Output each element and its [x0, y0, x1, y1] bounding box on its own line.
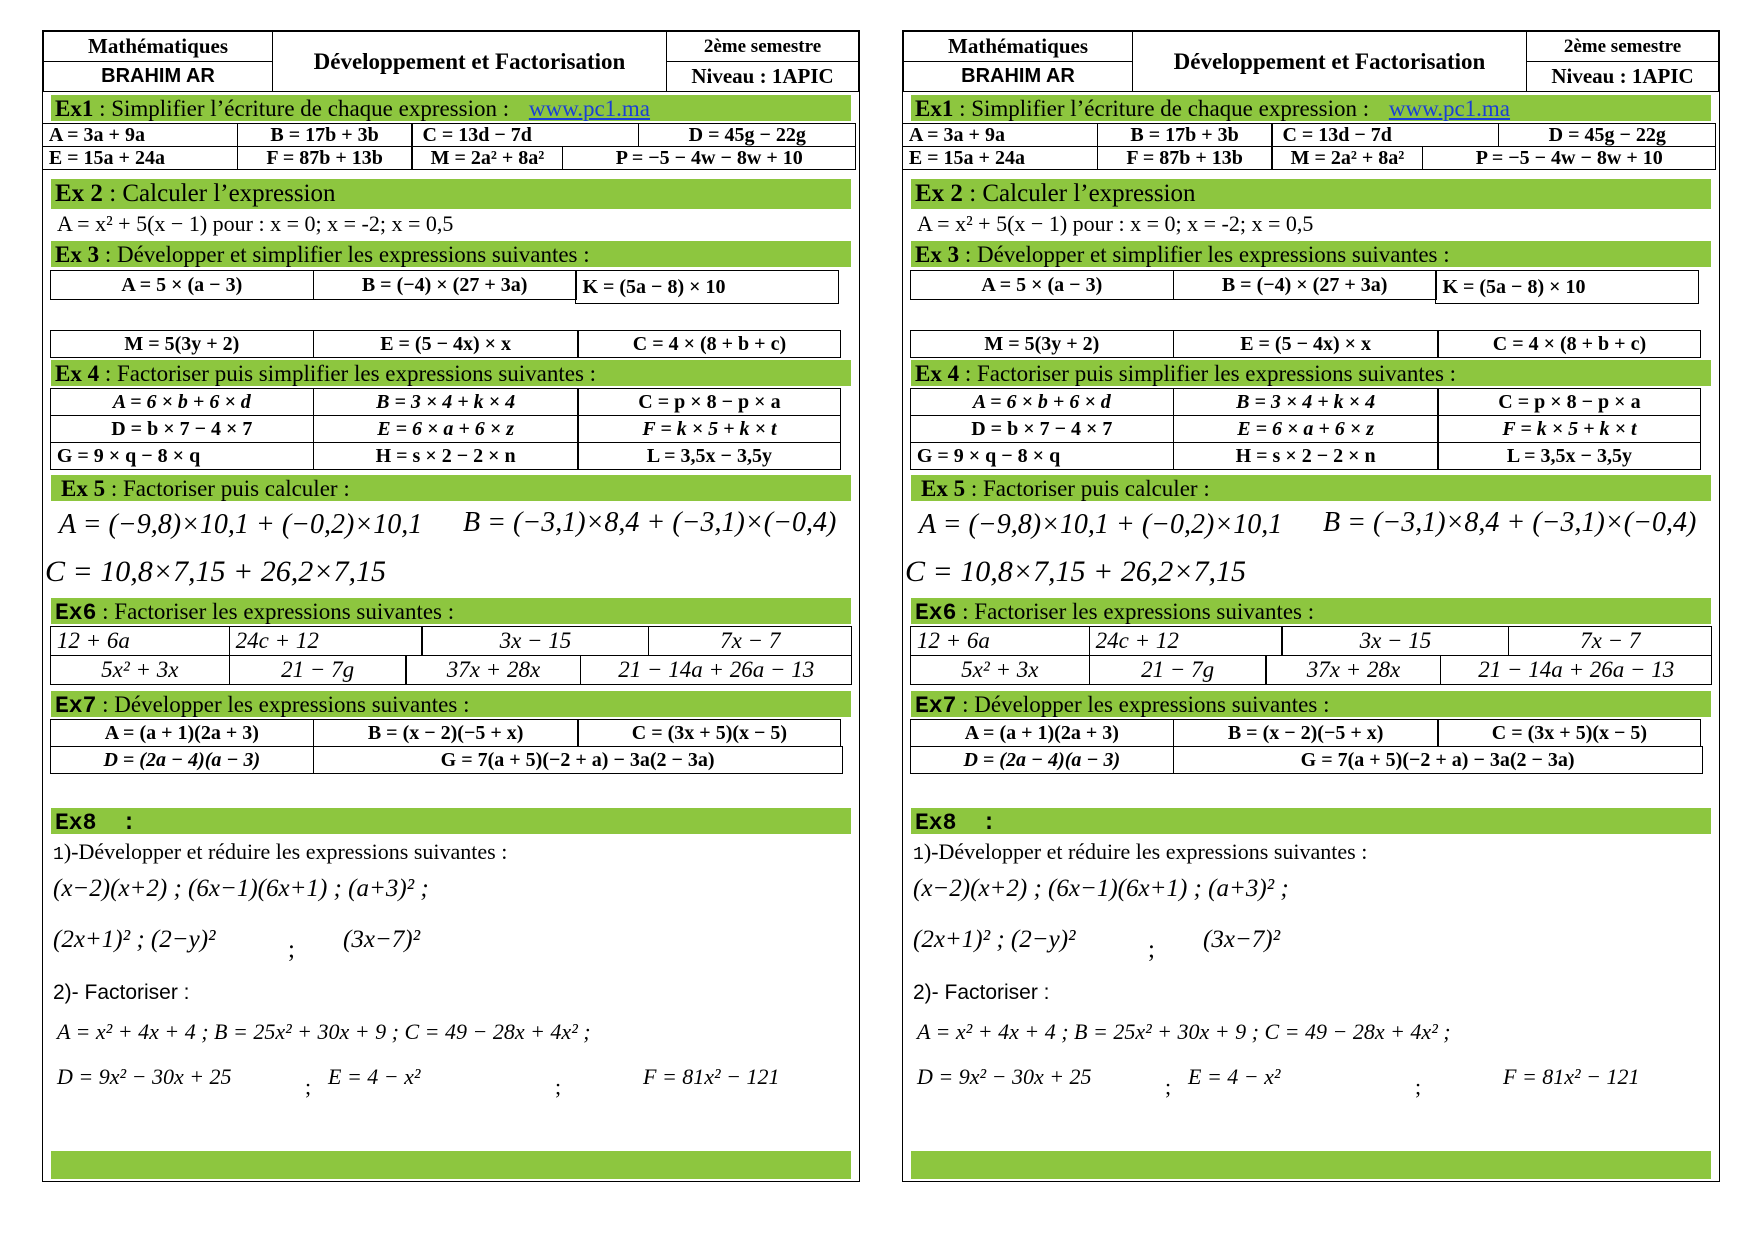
ex5-instruction: : Factoriser puis calculer : — [970, 476, 1210, 501]
ex1-cell: A = 3a + 9a — [902, 123, 1098, 147]
ex8-line4b: ; — [305, 1074, 312, 1099]
ex6-bar — [51, 598, 851, 624]
ex3-row2 — [51, 330, 851, 358]
ex8-line3: A = x² + 4x + 4 ; B = 25x² + 30x + 9 ; C = 49 − 28x + 4x² ; — [57, 1019, 591, 1044]
footer-bar — [51, 1151, 851, 1179]
ex3-label: Ex 3 — [55, 242, 100, 267]
ex3-cell: C = 4 × (8 + b + c) — [1437, 330, 1701, 358]
ex4-row2 — [911, 415, 1711, 443]
ex8-colon: : — [122, 810, 136, 836]
ex3-cell: M = 5(3y + 2) — [50, 330, 314, 358]
ex3-cell: B = (−4) × (27 + 3a) — [313, 270, 577, 300]
ex4-instruction: : Factoriser puis simplifier les expressions suivantes : — [964, 361, 1457, 386]
ex8-line4b: ; — [1165, 1074, 1172, 1099]
subject-cell — [903, 31, 1133, 62]
page-title: Développement et Factorisation — [1173, 48, 1486, 74]
ex6-label: Ex6 — [915, 600, 957, 626]
title-cell — [272, 31, 667, 92]
ex6-row2 — [911, 655, 1717, 685]
ex1-row2 — [43, 146, 859, 170]
ex8-line2a: (2x+1)² ; (2−y)² — [913, 926, 1076, 953]
ex8-part1-text: )-Développer et réduire les expressions suivantes : — [63, 839, 508, 864]
ex8-label: Ex8 — [55, 810, 97, 836]
ex7-bar — [911, 691, 1711, 717]
ex2-bar — [911, 179, 1711, 209]
ex7-cell: B = (x − 2)(−5 + x) — [1173, 719, 1439, 747]
ex1-row2 — [903, 146, 1719, 170]
ex1-instruction: : Simplifier l’écriture de chaque expression : — [99, 96, 510, 121]
ex4-cell: H = s × 2 − 2 × n — [313, 442, 579, 470]
ex1-label: Ex1 — [915, 96, 954, 121]
ex8-part2-text: 2)- Factoriser : — [913, 981, 1050, 1004]
ex7-cell: C = (3x + 5)(x − 5) — [577, 719, 841, 747]
ex4-row2 — [51, 415, 851, 443]
ex3-instruction: : Développer et simplifier les expressions suivantes : — [104, 242, 590, 267]
ex1-cell: D = 45g − 22g — [1498, 123, 1716, 147]
ex8-line2c: (3x−7)² — [343, 926, 421, 953]
ex1-cell: C = 13d − 7d — [411, 123, 639, 147]
ex4-cell: A = 6 × b + 6 × d — [50, 388, 314, 416]
author-text: BRAHIM AR — [961, 65, 1075, 87]
ex8-line2a: (2x+1)² ; (2−y)² — [53, 926, 216, 953]
author-text: BRAHIM AR — [101, 65, 215, 87]
level-cell — [666, 61, 859, 92]
ex5-label: Ex 5 — [921, 476, 966, 501]
semester-cell — [666, 31, 859, 62]
ex2-instruction: : Calculer l’expression — [969, 180, 1196, 207]
pc1-link[interactable]: www.pc1.ma — [1388, 96, 1511, 121]
ex3-cell: E = (5 − 4x) × x — [1173, 330, 1439, 358]
ex3-cell: K = (5a − 8) × 10 — [575, 270, 839, 304]
ex4-cell: E = 6 × a + 6 × z — [313, 415, 579, 443]
ex3-label: Ex 3 — [915, 242, 960, 267]
ex6-cell: 3x − 15 — [421, 626, 649, 656]
ex8-line4d: ; — [1415, 1074, 1422, 1099]
ex4-cell: L = 3,5x − 3,5y — [577, 442, 841, 470]
ex6-row1 — [51, 626, 857, 656]
ex4-bar — [51, 360, 851, 386]
author-cell — [43, 61, 273, 92]
ex5-label: Ex 5 — [61, 476, 106, 501]
ex7-cell: G = 7(a + 5)(−2 + a) − 3a(2 − 3a) — [1173, 746, 1703, 774]
worksheet-right — [902, 30, 1720, 1182]
pc1-link[interactable]: www.pc1.ma — [528, 96, 651, 121]
ex8-line4c: E = 4 − x² — [328, 1064, 421, 1089]
ex6-row2 — [51, 655, 857, 685]
ex7-row2 — [911, 746, 1711, 774]
ex4-cell: L = 3,5x − 3,5y — [1437, 442, 1701, 470]
ex7-label: Ex7 — [55, 693, 97, 719]
ex1-cell: B = 17b + 3b — [1097, 123, 1273, 147]
title-cell — [1132, 31, 1527, 92]
level-cell — [1526, 61, 1719, 92]
ex3-row2 — [911, 330, 1711, 358]
ex3-cell: E = (5 − 4x) × x — [313, 330, 579, 358]
ex6-instruction: : Factoriser les expressions suivantes : — [102, 599, 455, 624]
ex7-label: Ex7 — [915, 693, 957, 719]
ex4-cell: H = s × 2 − 2 × n — [1173, 442, 1439, 470]
level-text: Niveau : 1APIC — [691, 64, 834, 88]
ex8-part1-number: 1 — [53, 845, 64, 865]
ex3-cell: A = 5 × (a − 3) — [910, 270, 1174, 300]
ex2-label: Ex 2 — [55, 180, 103, 207]
ex8-bar — [51, 808, 851, 834]
ex4-cell: G = 9 × q − 8 × q — [50, 442, 314, 470]
ex6-cell: 12 + 6a — [910, 626, 1090, 656]
ex8-line4d: ; — [555, 1074, 562, 1099]
ex4-cell: D = b × 7 − 4 × 7 — [50, 415, 314, 443]
semester-text: 2ème semestre — [703, 35, 822, 57]
ex8-line4e: F = 81x² − 121 — [643, 1064, 780, 1089]
ex1-row1 — [903, 123, 1719, 147]
ex4-cell: C = p × 8 − p × a — [577, 388, 841, 416]
ex4-cell: A = 6 × b + 6 × d — [910, 388, 1174, 416]
ex7-bar — [51, 691, 851, 717]
ex6-cell: 7x − 7 — [648, 626, 852, 656]
ex6-cell: 24c + 12 — [1089, 626, 1283, 656]
ex4-row1 — [911, 388, 1711, 416]
ex6-bar — [911, 598, 1711, 624]
ex1-cell: C = 13d − 7d — [1271, 123, 1499, 147]
ex7-row2 — [51, 746, 851, 774]
ex8-line2b: ; — [288, 936, 295, 963]
ex6-cell: 21 − 7g — [1089, 655, 1267, 685]
page-title: Développement et Factorisation — [313, 48, 626, 74]
ex1-cell: M = 2a² + 8a² — [411, 146, 563, 170]
ex5-expression-b: B = (−3,1)×8,4 + (−3,1)×(−0,4) — [463, 507, 837, 538]
level-text: Niveau : 1APIC — [1551, 64, 1694, 88]
ex4-cell: C = p × 8 − p × a — [1437, 388, 1701, 416]
ex6-cell: 37x + 28x — [1265, 655, 1441, 685]
ex1-cell: F = 87b + 13b — [1097, 146, 1273, 170]
ex8-line4a: D = 9x² − 30x + 25 — [917, 1064, 1092, 1089]
ex1-cell: F = 87b + 13b — [237, 146, 413, 170]
ex4-label: Ex 4 — [55, 361, 100, 386]
semester-cell — [1526, 31, 1719, 62]
ex7-cell: B = (x − 2)(−5 + x) — [313, 719, 579, 747]
ex8-part1-line — [53, 839, 507, 865]
ex5-bar — [51, 475, 851, 501]
ex4-instruction: : Factoriser puis simplifier les expressions suivantes : — [104, 361, 597, 386]
ex5-bar — [911, 475, 1711, 501]
ex1-cell: M = 2a² + 8a² — [1271, 146, 1423, 170]
ex1-cell: E = 15a + 24a — [902, 146, 1098, 170]
ex3-cell: A = 5 × (a − 3) — [50, 270, 314, 300]
ex6-cell: 21 − 7g — [229, 655, 407, 685]
ex6-cell: 12 + 6a — [50, 626, 230, 656]
ex8-line2c: (3x−7)² — [1203, 926, 1281, 953]
ex4-cell: B = 3 × 4 + k × 4 — [1173, 388, 1439, 416]
ex6-cell: 21 − 14a + 26a − 13 — [580, 655, 852, 685]
ex3-instruction: : Développer et simplifier les expressions suivantes : — [964, 242, 1450, 267]
ex4-cell: G = 9 × q − 8 × q — [910, 442, 1174, 470]
ex1-bar — [51, 95, 851, 121]
ex6-cell: 7x − 7 — [1508, 626, 1712, 656]
sheet-header — [903, 31, 1718, 93]
sheet-header — [43, 31, 858, 93]
semester-text: 2ème semestre — [1563, 35, 1682, 57]
ex8-line4e: F = 81x² − 121 — [1503, 1064, 1640, 1089]
ex1-cell: E = 15a + 24a — [42, 146, 238, 170]
ex3-cell: K = (5a − 8) × 10 — [1435, 270, 1699, 304]
ex2-bar — [51, 179, 851, 209]
ex3-bar — [911, 241, 1711, 267]
ex8-line4a: D = 9x² − 30x + 25 — [57, 1064, 232, 1089]
ex7-cell: A = (a + 1)(2a + 3) — [910, 719, 1174, 747]
subject-text: Mathématiques — [948, 34, 1088, 58]
ex6-instruction: : Factoriser les expressions suivantes : — [962, 599, 1315, 624]
ex1-cell: P = −5 − 4w − 8w + 10 — [562, 146, 856, 170]
ex1-cell: D = 45g − 22g — [638, 123, 856, 147]
ex8-part1-line — [913, 839, 1367, 865]
ex8-part2-text: 2)- Factoriser : — [53, 981, 190, 1004]
ex1-bar — [911, 95, 1711, 121]
ex3-row1 — [51, 270, 851, 300]
subject-text: Mathématiques — [88, 34, 228, 58]
ex5-expression-a: A = (−9,8)×10,1 + (−0,2)×10,1 — [59, 509, 423, 540]
ex7-instruction: : Développer les expressions suivantes : — [102, 692, 470, 717]
ex8-label: Ex8 — [915, 810, 957, 836]
ex8-line2b: ; — [1148, 936, 1155, 963]
ex7-row1 — [911, 719, 1711, 747]
ex1-cell: P = −5 − 4w − 8w + 10 — [1422, 146, 1716, 170]
ex3-bar — [51, 241, 851, 267]
ex7-cell: A = (a + 1)(2a + 3) — [50, 719, 314, 747]
ex8-bar — [911, 808, 1711, 834]
ex7-cell: C = (3x + 5)(x − 5) — [1437, 719, 1701, 747]
ex4-cell: B = 3 × 4 + k × 4 — [313, 388, 579, 416]
ex3-row1 — [911, 270, 1711, 300]
ex4-cell: E = 6 × a + 6 × z — [1173, 415, 1439, 443]
ex2-expression: A = x² + 5(x − 1) pour : x = 0; x = -2; x = 0,5 — [57, 211, 454, 236]
worksheet-left — [42, 30, 860, 1182]
ex4-row3 — [911, 442, 1711, 470]
ex1-label: Ex1 — [55, 96, 94, 121]
subject-cell — [43, 31, 273, 62]
ex7-cell: G = 7(a + 5)(−2 + a) − 3a(2 − 3a) — [313, 746, 843, 774]
ex6-cell: 5x² + 3x — [910, 655, 1090, 685]
footer-bar — [911, 1151, 1711, 1179]
ex6-cell: 5x² + 3x — [50, 655, 230, 685]
ex2-label: Ex 2 — [915, 180, 963, 207]
ex6-row1 — [911, 626, 1717, 656]
ex8-line1: (x−2)(x+2) ; (6x−1)(6x+1) ; (a+3)² ; — [913, 875, 1289, 902]
ex4-row3 — [51, 442, 851, 470]
ex4-cell: F = k × 5 + k × t — [1437, 415, 1701, 443]
ex1-cell: A = 3a + 9a — [42, 123, 238, 147]
ex1-cell: B = 17b + 3b — [237, 123, 413, 147]
ex3-cell: C = 4 × (8 + b + c) — [577, 330, 841, 358]
ex2-expression: A = x² + 5(x − 1) pour : x = 0; x = -2; x = 0,5 — [917, 211, 1314, 236]
ex6-cell: 24c + 12 — [229, 626, 423, 656]
ex5-expression-b: B = (−3,1)×8,4 + (−3,1)×(−0,4) — [1323, 507, 1697, 538]
ex8-part1-text: )-Développer et réduire les expressions suivantes : — [923, 839, 1368, 864]
ex8-line1: (x−2)(x+2) ; (6x−1)(6x+1) ; (a+3)² ; — [53, 875, 429, 902]
ex3-cell: M = 5(3y + 2) — [910, 330, 1174, 358]
ex7-cell: D = (2a − 4)(a − 3) — [910, 746, 1174, 774]
ex7-row1 — [51, 719, 851, 747]
author-cell — [903, 61, 1133, 92]
ex5-expression-c: C = 10,8×7,15 + 26,2×7,15 — [45, 555, 386, 588]
ex4-cell: D = b × 7 − 4 × 7 — [910, 415, 1174, 443]
ex2-instruction: : Calculer l’expression — [109, 180, 336, 207]
ex5-expression-c: C = 10,8×7,15 + 26,2×7,15 — [905, 555, 1246, 588]
ex1-row1 — [43, 123, 859, 147]
ex6-cell: 37x + 28x — [405, 655, 581, 685]
ex7-cell: D = (2a − 4)(a − 3) — [50, 746, 314, 774]
ex8-line4c: E = 4 − x² — [1188, 1064, 1281, 1089]
ex4-label: Ex 4 — [915, 361, 960, 386]
ex4-bar — [911, 360, 1711, 386]
ex6-label: Ex6 — [55, 600, 97, 626]
ex8-colon: : — [982, 810, 996, 836]
ex7-instruction: : Développer les expressions suivantes : — [962, 692, 1330, 717]
ex4-cell: F = k × 5 + k × t — [577, 415, 841, 443]
ex3-cell: B = (−4) × (27 + 3a) — [1173, 270, 1437, 300]
ex8-part1-number: 1 — [913, 845, 924, 865]
ex6-cell: 3x − 15 — [1281, 626, 1509, 656]
ex5-expression-a: A = (−9,8)×10,1 + (−0,2)×10,1 — [919, 509, 1283, 540]
ex4-row1 — [51, 388, 851, 416]
ex5-instruction: : Factoriser puis calculer : — [110, 476, 350, 501]
ex8-line3: A = x² + 4x + 4 ; B = 25x² + 30x + 9 ; C = 49 − 28x + 4x² ; — [917, 1019, 1451, 1044]
ex6-cell: 21 − 14a + 26a − 13 — [1440, 655, 1712, 685]
ex1-instruction: : Simplifier l’écriture de chaque expression : — [959, 96, 1370, 121]
